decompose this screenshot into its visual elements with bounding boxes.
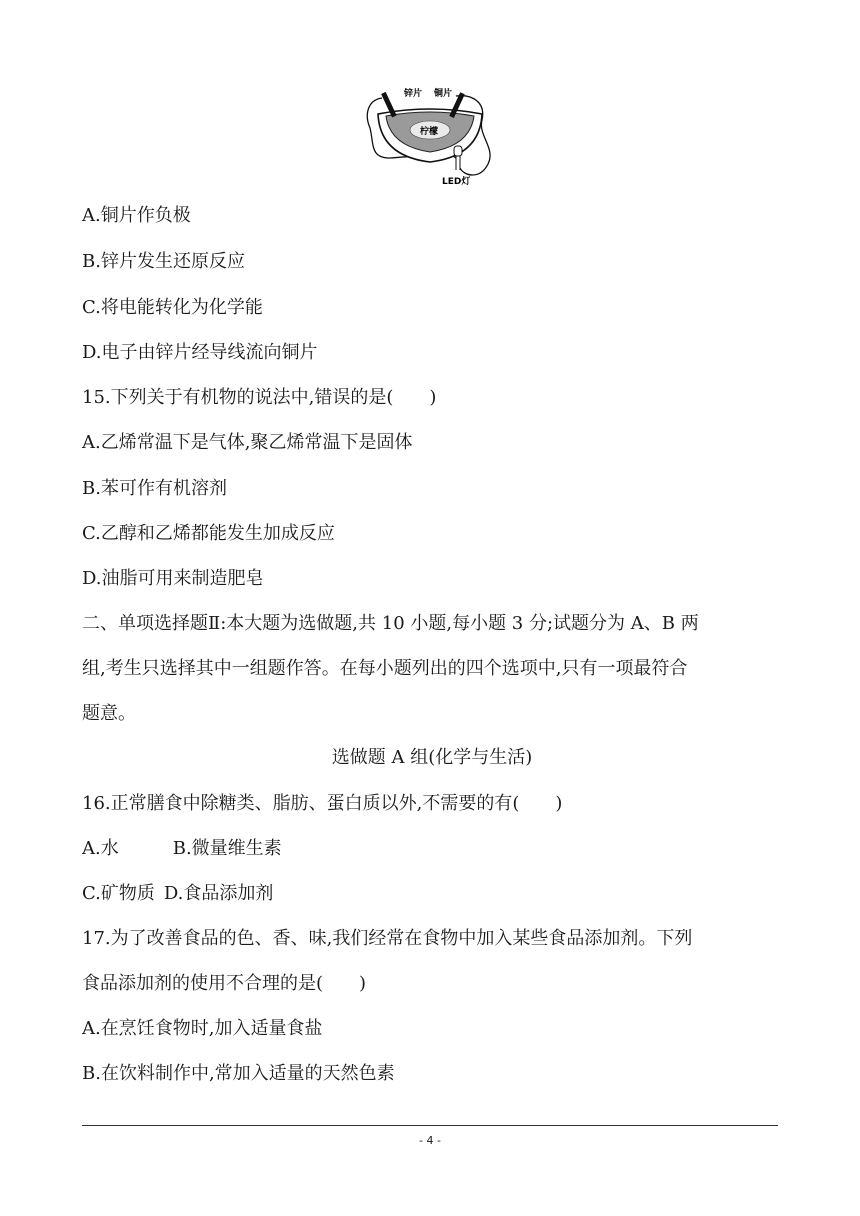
q16-stem: 16.正常膳食中除糖类、脂肪、蛋白质以外,不需要的有( ) [82, 793, 563, 814]
q14-option-a: A.铜片作负极 [82, 205, 191, 226]
q14-option-b: B.锌片发生还原反应 [82, 251, 245, 272]
q17-stem-line-2: 食品添加剂的使用不合理的是( ) [82, 973, 367, 994]
section2-line-3: 题意。 [82, 703, 136, 724]
page-number: - 4 - [419, 1134, 441, 1147]
q15-option-b: B.苯可作有机溶剂 [82, 478, 227, 499]
led-bulb [454, 146, 462, 156]
q17-stem-line-1: 17.为了改善食品的色、香、味,我们经常在食物中加入某些食品添加剂。下列 [82, 928, 693, 949]
group-title: 选做题 A 组(化学与生活) [331, 747, 533, 768]
label-zinc: 锌片 [404, 89, 423, 99]
q14-option-d: D.电子由锌片经导线流向铜片 [82, 342, 318, 363]
section2-line-2: 组,考生只选择其中一组题作答。在每小题列出的四个选项中,只有一项最符合 [82, 658, 688, 679]
q15-option-a: A.乙烯常温下是气体,聚乙烯常温下是固体 [82, 432, 413, 453]
footer-divider [82, 1125, 778, 1126]
q15-option-c: C.乙醇和乙烯都能发生加成反应 [82, 523, 335, 544]
label-led: LED灯 [442, 177, 471, 187]
label-copper: 铜片 [434, 89, 453, 99]
label-lemon: 柠檬 [420, 127, 439, 137]
section2-line-1: 二、单项选择题Ⅱ:本大题为选做题,共 10 小题,每小题 3 分;试题分为 A、B 两 [82, 613, 699, 634]
q15-option-d: D.油脂可用来制造肥皂 [82, 568, 264, 589]
q14-option-c: C.将电能转化为化学能 [82, 297, 263, 318]
q16-options-row-1: A.水 B.微量维生素 [82, 838, 282, 859]
q16-options-row-2: C.矿物质 D.食品添加剂 [82, 883, 274, 904]
q17-option-a: A.在烹饪食物时,加入适量食盐 [82, 1018, 323, 1039]
q17-option-b: B.在饮料制作中,常加入适量的天然色素 [82, 1063, 395, 1084]
lemon-battery-figure [360, 84, 500, 188]
lemon-battery-diagram [360, 84, 500, 188]
q15-stem: 15.下列关于有机物的说法中,错误的是( ) [82, 387, 437, 408]
